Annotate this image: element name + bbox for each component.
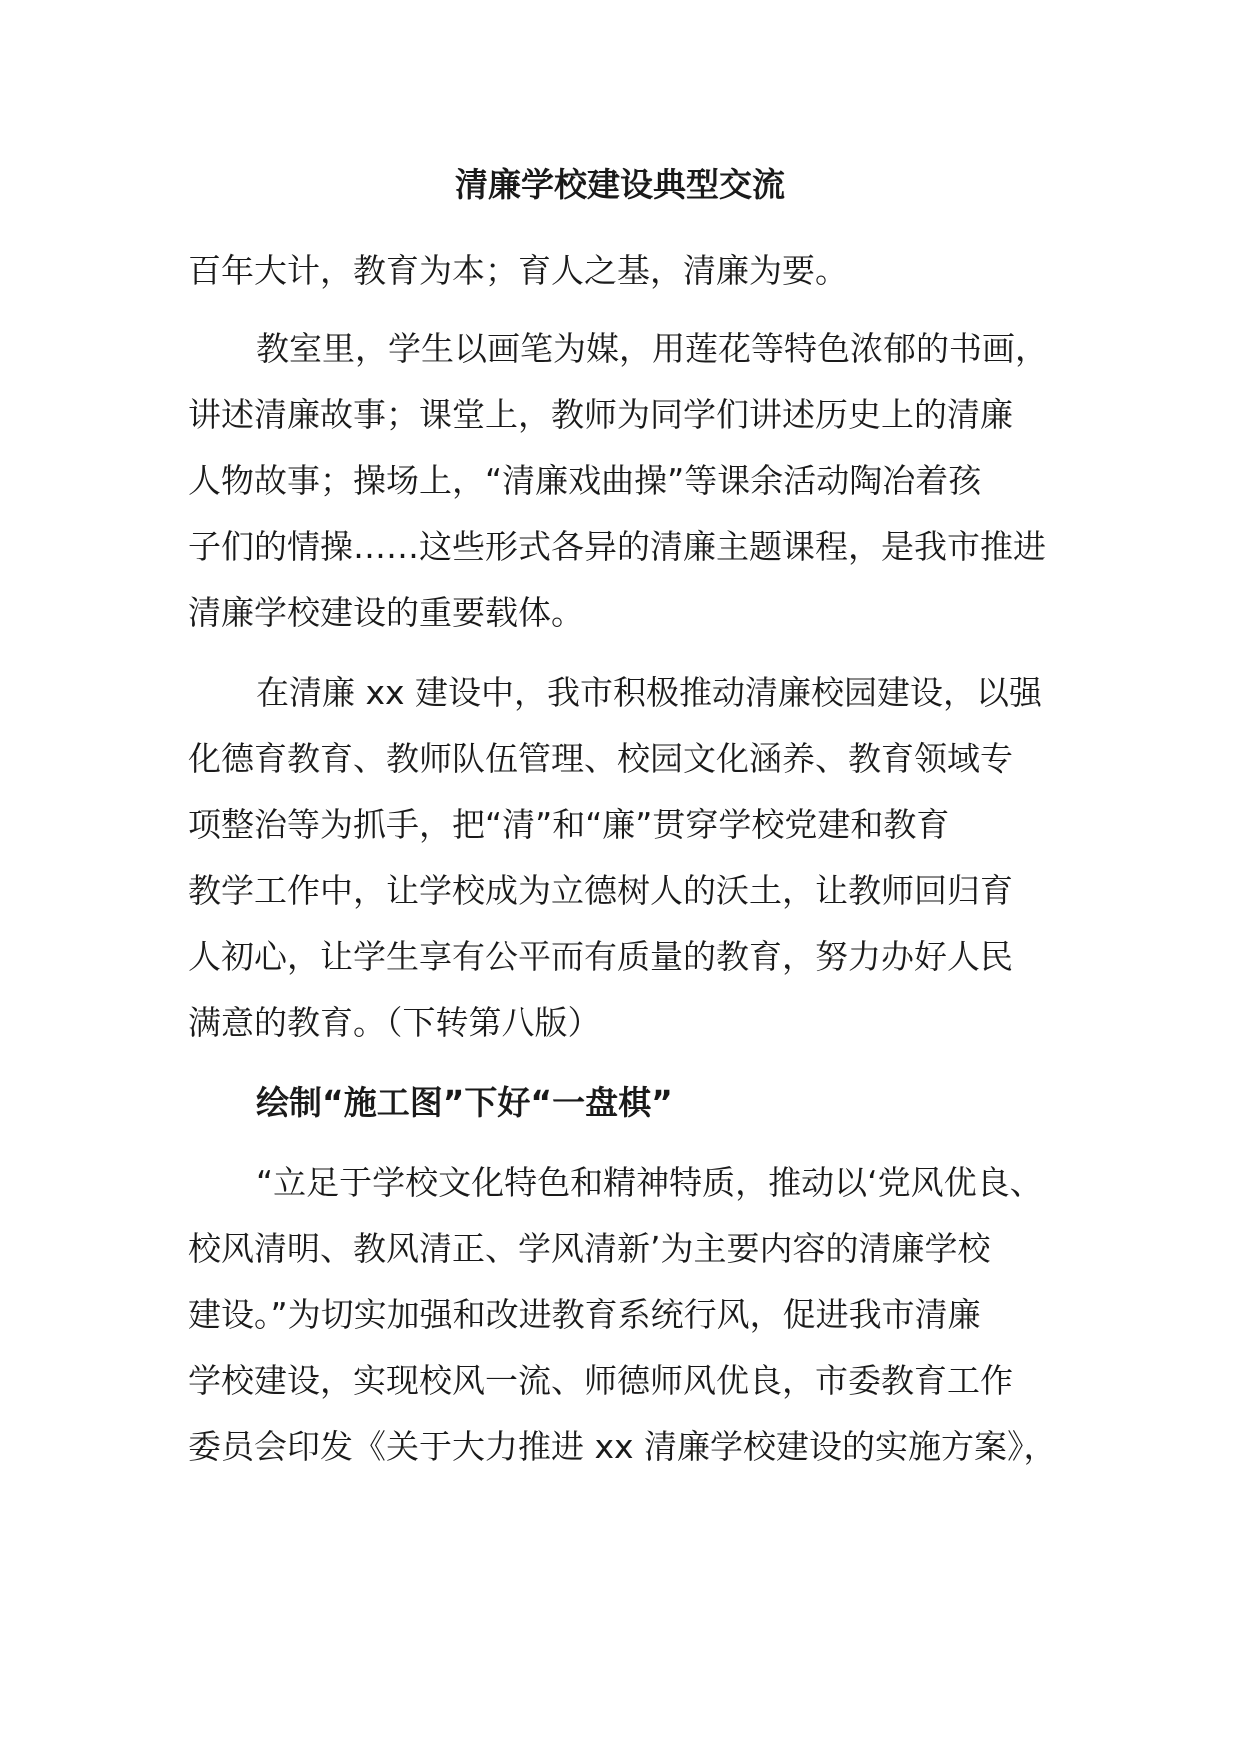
paragraph3-line: 建设。”为切实加强和改进教育系统行风，促进我市清廉 [188, 1295, 981, 1334]
paragraph2-line: 教学工作中，让学校成为立德树人的沃土，让教师回归育 [188, 871, 1013, 910]
paragraph1-line: 清廉学校建设的重要载体。 [188, 593, 584, 632]
paragraph1-line: 人物故事；操场上，“清廉戏曲操”等课余活动陶冶着孩 [188, 461, 982, 500]
paragraph3-line: 学校建设，实现校风一流、师德师风优良，市委教育工作 [188, 1361, 1013, 1400]
paragraph3-line: 委员会印发《关于大力推进 xx 清廉学校建设的实施方案》， [188, 1427, 1057, 1466]
paragraph1-line: 教室里，学生以画笔为媒，用莲花等特色浓郁的书画， [256, 329, 1048, 368]
paragraph2-line: 满意的教育。（下转第八版） [188, 1003, 601, 1042]
section-subheading: 绘制“施工图”下好“一盘棋” [256, 1083, 673, 1122]
paragraph2-line: 化德育教育、教师队伍管理、校园文化涵养、教育领域专 [188, 739, 1013, 778]
paragraph3-line: 校风清明、教风清正、学风清新’为主要内容的清廉学校 [188, 1229, 991, 1268]
paragraph2-line: 项整治等为抓手，把“清”和“廉”贯穿学校党建和教育 [188, 805, 950, 844]
document-title: 清廉学校建设典型交流 [455, 165, 785, 204]
paragraph2-line: 人初心，让学生享有公平而有质量的教育，努力办好人民 [188, 937, 1013, 976]
paragraph1-line: 子们的情操……这些形式各异的清廉主题课程，是我市推进 [188, 527, 1046, 566]
paragraph1-line: 讲述清廉故事；课堂上，教师为同学们讲述历史上的清廉 [188, 395, 1013, 434]
paragraph3-line: “立足于学校文化特色和精神特质，推动以‘党风优良、 [256, 1163, 1043, 1202]
lead-sentence: 百年大计，教育为本；育人之基，清廉为要。 [188, 251, 848, 290]
paragraph2-line: 在清廉 xx 建设中，我市积极推动清廉校园建设，以强 [256, 673, 1043, 712]
